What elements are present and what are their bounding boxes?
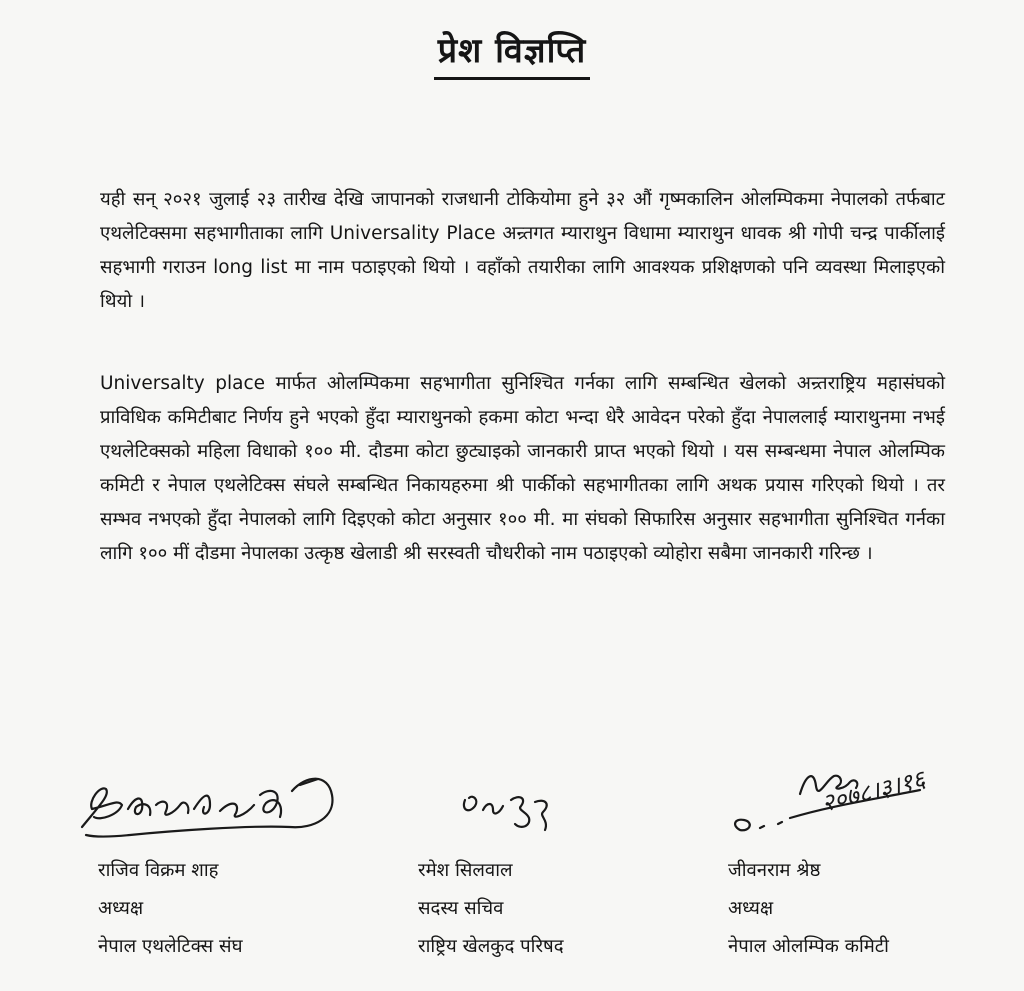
signature-2 (455, 780, 575, 840)
paragraph-2: Universalty place मार्फत ओलम्पिकमा सहभागीता सुनिश्चित गर्नका लागि सम्बन्धित खेलको अन्र्तराष्ट्रिय महासंघको प्राविधिक कमिटीबाट निर्णय हुने भएको हुँदा म्याराथुनको हकमा कोटा भन्दा धेरै आवेदन परेको हुँदा नेपाललाई म्याराथुनमा नभई एथलेटिक्सको महिला विधाको १०० मी. दौडमा कोटा छुट्याइको जानकारी प्राप्त भएको थियो । यस सम्बन्धमा नेपाल ओलम्पिक कमिटी र नेपाल एथलेटिक्स संघले सम्बन्धित निकायहरुमा श्री पार्कीको सहभागीतका लागि अथक प्रयास गरिएको थियो । तर सम्भव नभएको हुँदा नेपालको लागि दिइएको कोटा अनुसार १०० मी. मा संघको सिफारिस अनुसार सहभागीता सुनिश्चित गर्नका लागि १०० मीं दौडमा नेपालका उत्कृष्ठ खेलाडी श्री सरस्वती चौधरीको नाम पठाइएको व्योहोरा सबैमा जानकारी गरिन्छ । (100, 373, 945, 564)
signatory-name: रमेश सिलवाल (418, 860, 513, 881)
signatory-position: अध्यक्ष (98, 898, 144, 919)
signatory-name: राजिव विक्रम शाह (98, 860, 219, 881)
document-title (0, 26, 1024, 72)
signatory-block-1 (98, 852, 243, 966)
signatory-organization: नेपाल एथलेटिक्स संघ (98, 936, 243, 957)
title-text: प्रेश विज्ञप्ति (434, 31, 590, 80)
signatory-organization: राष्ट्रिय खेलकुद परिषद (418, 936, 564, 957)
signatory-position: सदस्य सचिव (418, 898, 504, 919)
signatory-block-3 (728, 852, 889, 966)
paragraph-1: यही सन् २०२१ जुलाई २३ तारीख देखि जापानको राजधानी टोकियोमा हुने ३२ औं गृष्मकालिन ओलम्पिकमा नेपालको तर्फबाट एथलेटिक्समा सहभागीताका लागि Universality Place अन्र्तगत म्याराथुन विधामा म्याराथुन धावक श्री गोपी चन्द्र पार्कीलाई सहभागी गराउन long list मा नाम पठाइएको थियो । वहाँको तयारीका लागि आवश्यक प्रशिक्षणको पनि व्यवस्था मिलाइएको थियो । (100, 189, 945, 312)
handwritten-date: २०७८।३।१६ (818, 764, 928, 818)
signature-1 (70, 765, 370, 845)
signatory-name: जीवनराम श्रेष्ठ (728, 860, 821, 881)
signatory-organization: नेपाल ओलम्पिक कमिटी (728, 936, 889, 957)
signatory-position: अध्यक्ष (728, 898, 774, 919)
signatory-block-2 (418, 852, 564, 966)
